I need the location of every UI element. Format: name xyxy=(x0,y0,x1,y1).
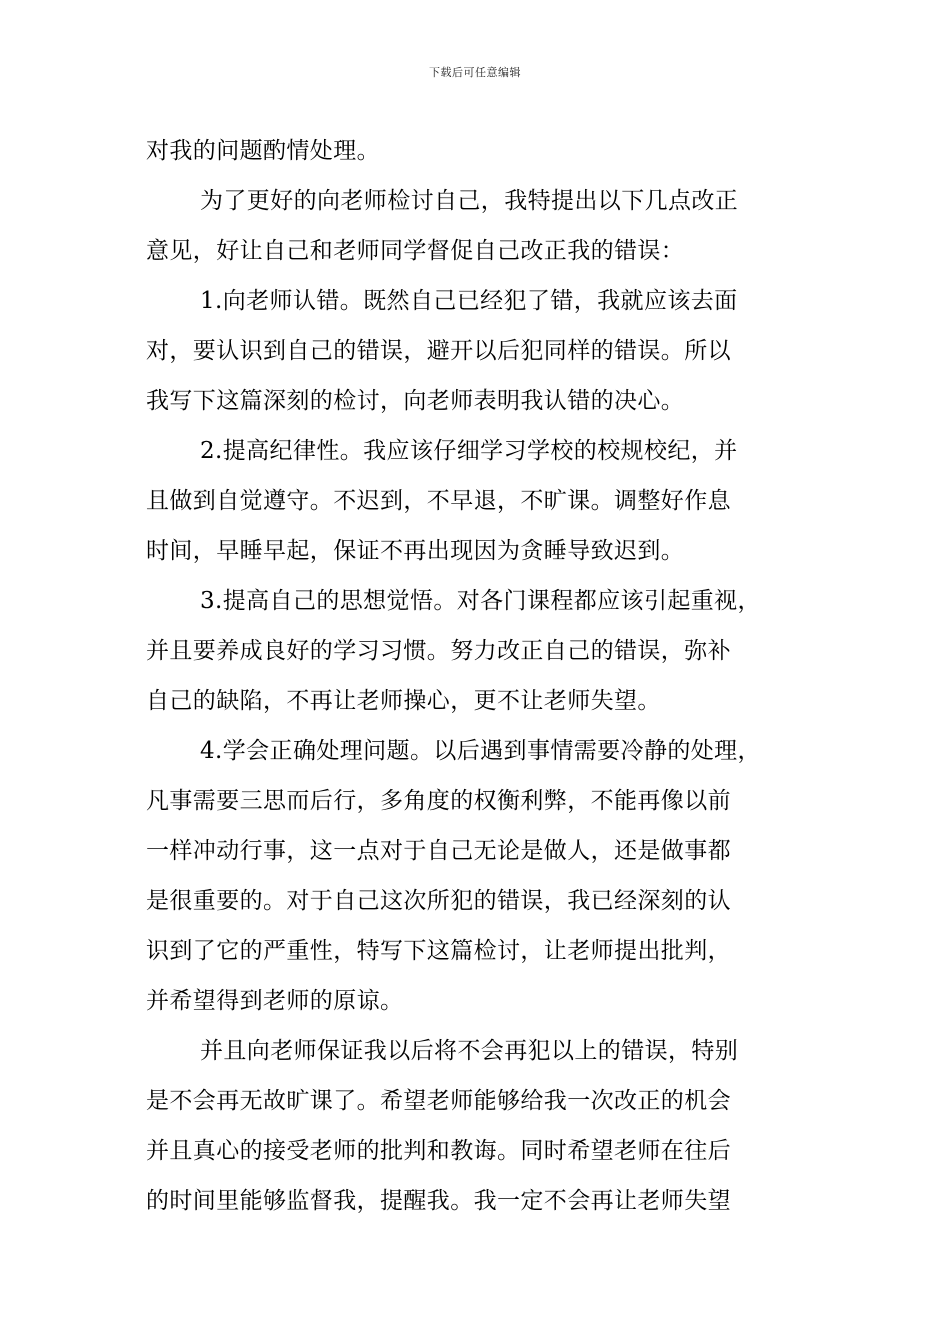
text-line: 对，要认识到自己的错误，避开以后犯同样的错误。所以 xyxy=(146,338,731,364)
text-line: 且做到自觉遵守。不迟到，不早退，不旷课。调整好作息 xyxy=(146,488,731,514)
paragraph-first-line: 并且向老师保证我以后将不会再犯以上的错误，特别 xyxy=(200,1038,739,1064)
text-line: 并且真心的接受老师的批判和教诲。同时希望老师在往后 xyxy=(146,1138,731,1164)
text-line: 自己的缺陷，不再让老师操心，更不让老师失望。 xyxy=(146,688,661,714)
list-item-2-first-line: 2.提高纪律性。我应该仔细学习学校的校规校纪，并 xyxy=(200,438,738,464)
text-line: 的时间里能够监督我，提醒我。我一定不会再让老师失望 xyxy=(146,1188,731,1214)
text-line: 意见，好让自己和老师同学督促自己改正我的错误： xyxy=(146,238,685,264)
list-item-1-first-line: 1.向老师认错。既然自己已经犯了错，我就应该去面 xyxy=(200,288,738,314)
text-line: 一样冲动行事，这一点对于自己无论是做人，还是做事都 xyxy=(146,838,731,864)
document-body xyxy=(146,126,808,1226)
text-line: 凡事需要三思而后行，多角度的权衡利弊，不能再像以前 xyxy=(146,788,731,814)
list-item-3-first-line: 3.提高自己的思想觉悟。对各门课程都应该引起重视， xyxy=(200,588,761,614)
text-line: 我写下这篇深刻的检讨，向老师表明我认错的决心。 xyxy=(146,388,685,414)
list-item-4-first-line: 4.学会正确处理问题。以后遇到事情需要冷静的处理， xyxy=(200,738,761,764)
text-line: 是很重要的。对于自己这次所犯的错误，我已经深刻的认 xyxy=(146,888,731,914)
text-line: 时间，早睡早起，保证不再出现因为贪睡导致迟到。 xyxy=(146,538,685,564)
page-header: 下载后可任意编辑 xyxy=(429,66,521,79)
paragraph-first-line: 为了更好的向老师检讨自己，我特提出以下几点改正 xyxy=(200,188,739,214)
text-line: 对我的问题酌情处理。 xyxy=(146,138,380,164)
text-line: 识到了它的严重性，特写下这篇检讨，让老师提出批判， xyxy=(146,938,731,964)
text-line: 并希望得到老师的原谅。 xyxy=(146,988,404,1014)
text-line: 是不会再无故旷课了。希望老师能够给我一次改正的机会 xyxy=(146,1088,731,1114)
text-line: 并且要养成良好的学习习惯。努力改正自己的错误，弥补 xyxy=(146,638,731,664)
